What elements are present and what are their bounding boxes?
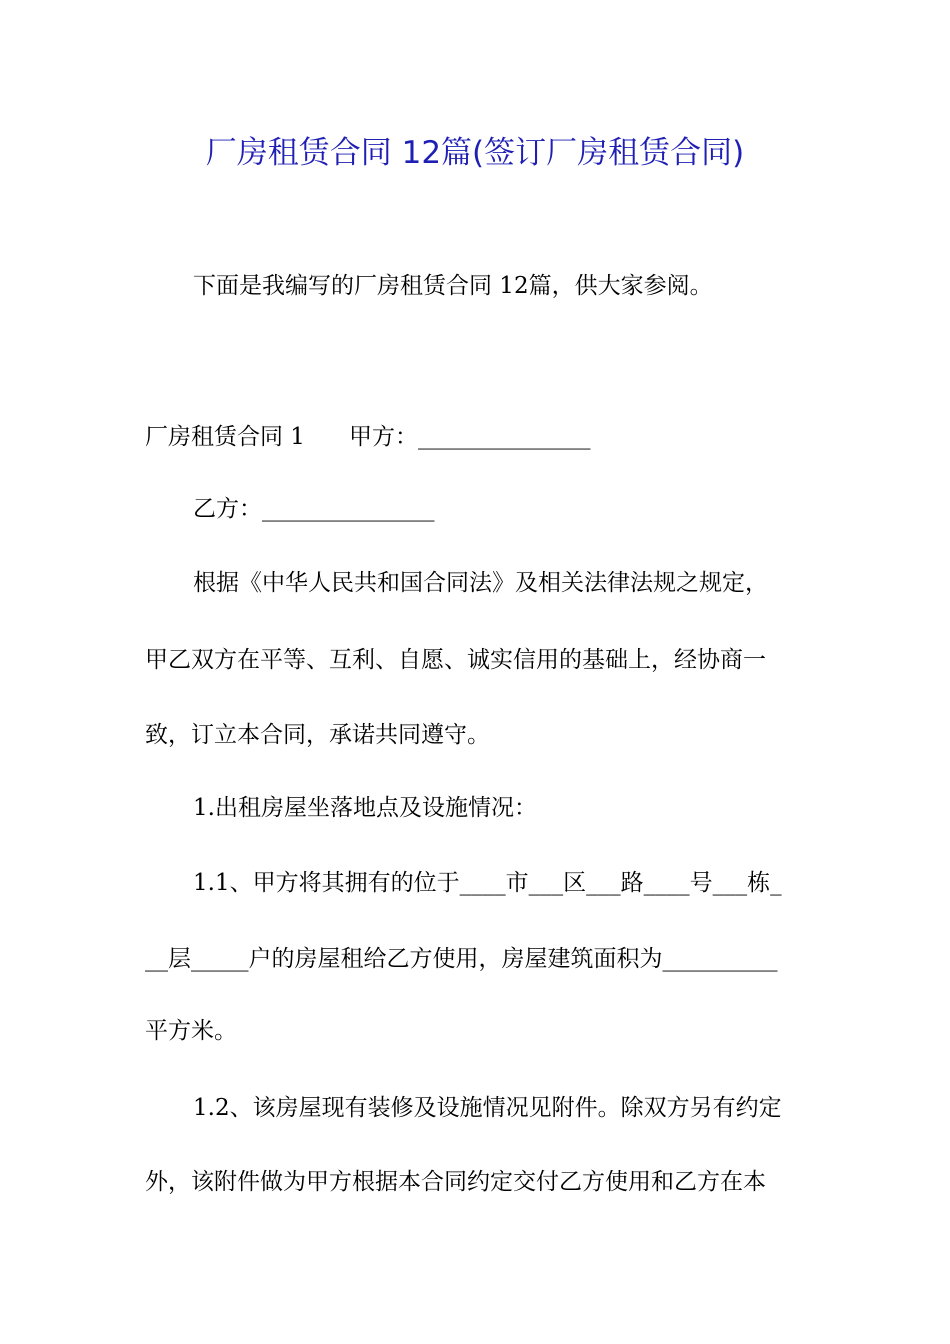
preamble-line-3: 致，订立本合同，承诺共同遵守。 bbox=[145, 722, 490, 748]
clause-1-1-line-1: 1.1、甲方将其拥有的位于____市___区___路____号___栋_ bbox=[193, 870, 782, 896]
clause-1-2-line-1: 1.2、该房屋现有装修及设施情况见附件。除双方另有约定 bbox=[193, 1095, 782, 1121]
preamble-line-2: 甲乙双方在平等、互利、自愿、诚实信用的基础上，经协商一 bbox=[145, 647, 766, 673]
preamble-line-1: 根据《中华人民共和国合同法》及相关法律法规之规定， bbox=[193, 570, 768, 596]
party-a-field: 甲方：_______________ bbox=[348, 424, 591, 450]
document-title: 厂房租赁合同 12篇(签订厂房租赁合同) bbox=[205, 135, 745, 171]
intro-paragraph: 下面是我编写的厂房租赁合同 12篇，供大家参阅。 bbox=[193, 273, 713, 299]
clause-1-1-line-3: 平方米。 bbox=[145, 1018, 237, 1044]
contract-heading-line bbox=[145, 419, 590, 455]
clause-1-1-line-2: __层_____户的房屋租给乙方使用，房屋建筑面积为__________ bbox=[145, 946, 778, 972]
contract-heading: 厂房租赁合同 1 bbox=[145, 424, 305, 450]
clause-1-heading: 1.出租房屋坐落地点及设施情况： bbox=[193, 795, 537, 821]
clause-1-2-line-2: 外，该附件做为甲方根据本合同约定交付乙方使用和乙方在本 bbox=[145, 1169, 766, 1195]
party-b-field: 乙方：_______________ bbox=[193, 496, 435, 522]
